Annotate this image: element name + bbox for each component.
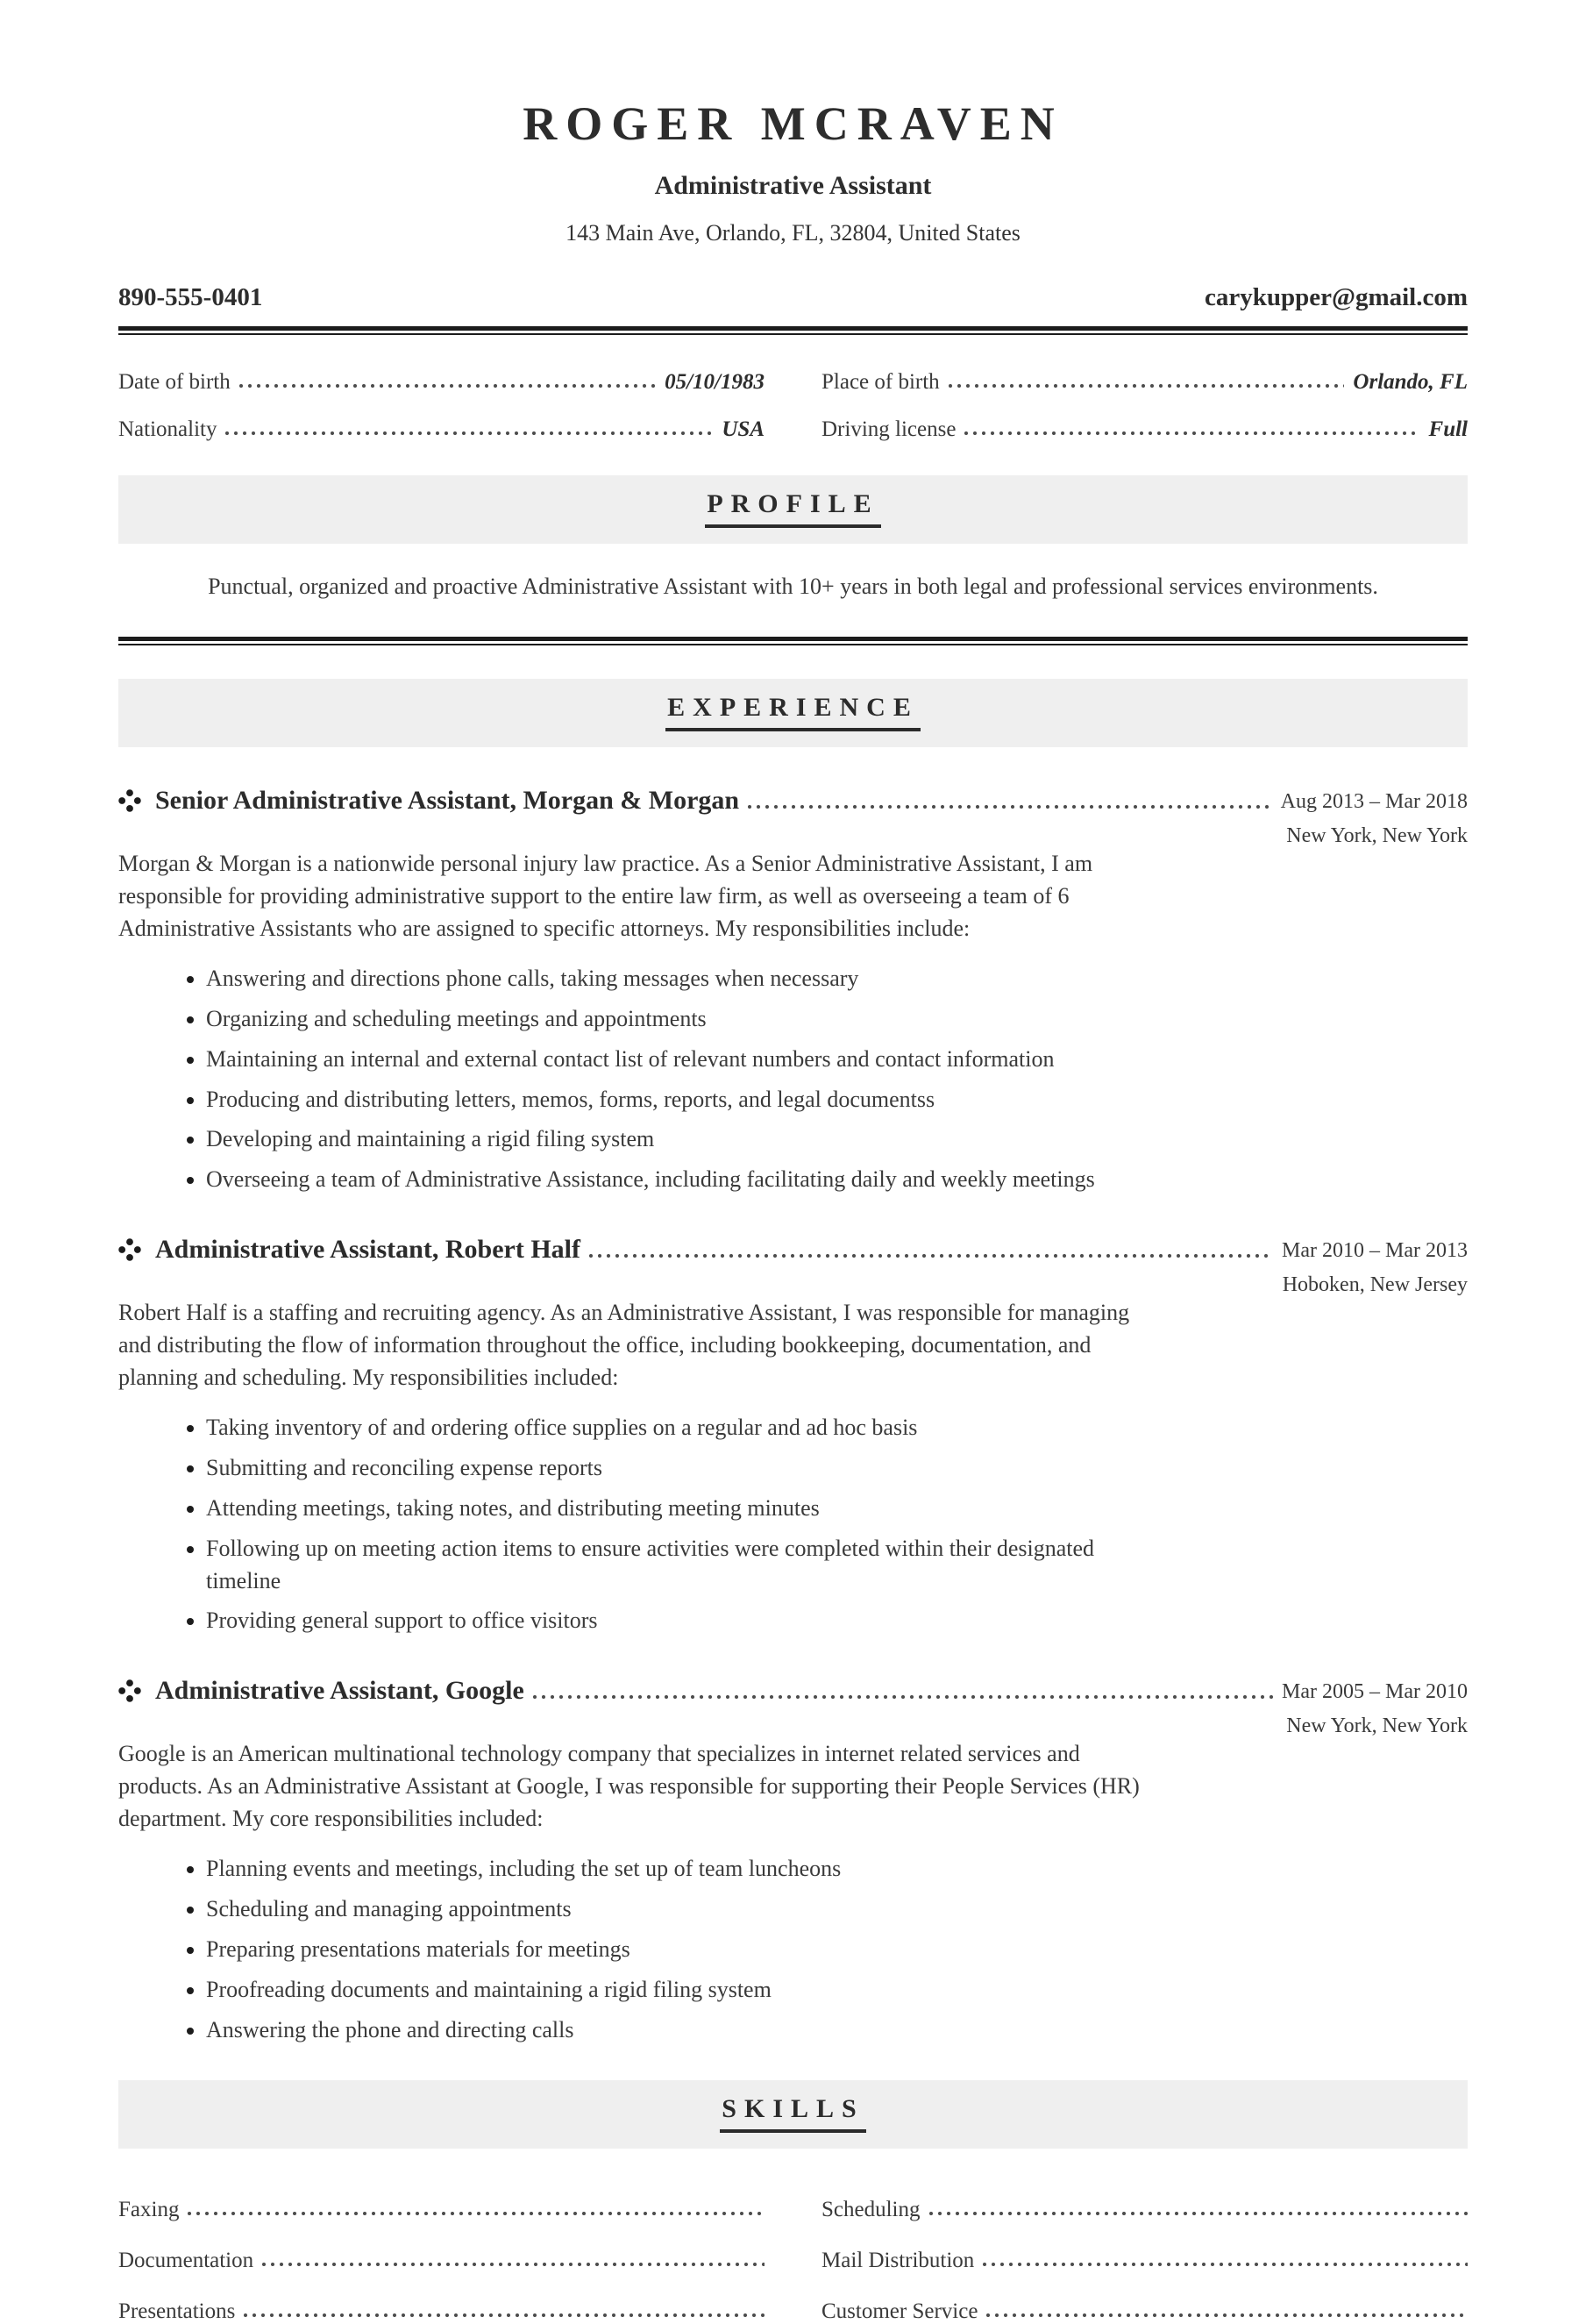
rule-thick-line: [118, 637, 1468, 641]
address: 143 Main Ave, Orlando, FL, 32804, United States: [565, 220, 1021, 246]
list-item: • Following up on meeting action items to ensure activities were completed within their designated timeline: [206, 1533, 1135, 1598]
skills-heading: SKILLS: [720, 2094, 865, 2133]
list-item: • Providing general support to office visitors: [206, 1605, 1135, 1637]
list-item: • Proofreading documents and maintaining a rigid filing system: [206, 1974, 1135, 2007]
rule-thin-line: [118, 333, 1468, 335]
skill-label: Faxing: [118, 2197, 180, 2221]
diamond-dots-icon: [118, 1238, 141, 1261]
job-title: Administrative Assistant, Robert Half: [155, 1235, 580, 1265]
job-description: Morgan & Morgan is a nationwide personal injury law practice. As a Senior Administrative Assistant, I am responsible for providing administrative support to the entire law firm, as well as overseeing a team of 6 Administrative Assistants who are assigned to specific attorneys. My responsibilities include:: [118, 851, 1093, 941]
dotted-leader: [239, 384, 656, 388]
dotted-leader: [244, 2313, 765, 2317]
personal-details: [118, 370, 1468, 442]
job-location: New York, New York: [1286, 1714, 1468, 1738]
detail-row: [118, 417, 765, 442]
contact-row: [118, 283, 1468, 312]
dotted-leader: [589, 1254, 1273, 1258]
job-bullet-list: [118, 1853, 1468, 2047]
job-dates: Mar 2005 – Mar 2010: [1282, 1680, 1468, 1704]
list-item: • Taking inventory of and ordering office supplies on a regular and ad hoc basis: [206, 1412, 1135, 1444]
dotted-leader: [225, 431, 713, 435]
dotted-leader: [983, 2263, 1468, 2266]
list-item: • Submitting and reconciling expense reports: [206, 1452, 1135, 1485]
skill-row: [821, 2198, 1468, 2222]
diamond-dots-icon: [118, 1679, 141, 1702]
skill-label: Presentations: [118, 2299, 236, 2323]
experience-section-bar: [118, 679, 1468, 747]
detail-label: Nationality: [118, 417, 217, 442]
email-address: carykupper@gmail.com: [1204, 283, 1468, 312]
detail-value: 05/10/1983: [665, 370, 765, 395]
job-title: Administrative Assistant, Google: [155, 1676, 524, 1706]
list-item: • Organizing and scheduling meetings and appointments: [206, 1003, 1135, 1036]
list-item: • Answering and directions phone calls, taking messages when necessary: [206, 963, 1135, 995]
list-item: • Preparing presentations materials for meetings: [206, 1934, 1135, 1966]
skills-section-bar: [118, 2080, 1468, 2149]
dotted-leader: [929, 2212, 1469, 2215]
detail-value: Full: [1428, 417, 1468, 442]
list-item: • Scheduling and managing appointments: [206, 1893, 1135, 1926]
detail-row: [821, 370, 1468, 395]
job-entry: [118, 1676, 1468, 2046]
detail-label: Place of birth: [821, 370, 940, 395]
detail-value: USA: [722, 417, 765, 442]
profile-text: Punctual, organized and proactive Administrative Assistant with 10+ years in both legal and professional services environments.: [208, 574, 1378, 600]
job-bullet-list: [118, 963, 1468, 1196]
list-item: • Attending meetings, taking notes, and distributing meeting minutes: [206, 1493, 1135, 1525]
divider-rule: [118, 637, 1468, 645]
list-item: • Overseeing a team of Administrative Assistance, including facilitating daily and weekly meetings: [206, 1164, 1135, 1196]
job-dates: Mar 2010 – Mar 2013: [1282, 1239, 1468, 1263]
skill-row: [118, 2299, 765, 2324]
experience-heading: EXPERIENCE: [665, 693, 921, 731]
job-bullet-list: [118, 1412, 1468, 1637]
dotted-leader: [949, 384, 1345, 388]
skill-row: [118, 2249, 765, 2273]
dotted-leader: [964, 431, 1419, 435]
page-title: ROGER MCRAVEN: [523, 97, 1063, 150]
skills-grid: [118, 2198, 1468, 2324]
diamond-dots-icon: [118, 789, 141, 812]
job-role-subtitle: Administrative Assistant: [654, 171, 932, 201]
job-description: Robert Half is a staffing and recruiting agency. As an Administrative Assistant, I was responsible for managing and distributing the flow of information throughout the office, including bookkeeping, documentation, and planning and scheduling. My responsibilities included:: [118, 1300, 1130, 1391]
detail-value: Orlando, FL: [1353, 370, 1468, 395]
dotted-leader: [748, 805, 1272, 809]
list-item: • Planning events and meetings, including the set up of team luncheons: [206, 1853, 1135, 1886]
skill-label: Mail Distribution: [821, 2248, 975, 2272]
job-heading-row: [118, 786, 1468, 816]
dotted-leader: [262, 2263, 765, 2266]
job-title: Senior Administrative Assistant, Morgan & Morgan: [155, 786, 740, 816]
list-item: • Producing and distributing letters, memos, forms, reports, and legal documentss: [206, 1084, 1135, 1116]
skill-label: Customer Service: [821, 2299, 978, 2323]
detail-label: Driving license: [821, 417, 957, 442]
skill-label: Documentation: [118, 2248, 254, 2272]
detail-row: [118, 370, 765, 395]
list-item: • Maintaining an internal and external contact list of relevant numbers and contact information: [206, 1044, 1135, 1076]
skill-row: [821, 2249, 1468, 2273]
list-item: • Developing and maintaining a rigid filing system: [206, 1123, 1135, 1156]
rule-thick-line: [118, 326, 1468, 331]
skill-row: [821, 2299, 1468, 2324]
job-description: Google is an American multinational technology company that specializes in internet related services and products. As an Administrative Assistant at Google, I was responsible for supporting their People Services (HR) department. My core responsibilities included:: [118, 1741, 1140, 1832]
dotted-leader: [188, 2212, 765, 2215]
job-location: New York, New York: [1286, 824, 1468, 848]
rule-thin-line: [118, 644, 1468, 645]
phone-number: 890-555-0401: [118, 283, 263, 312]
job-heading-row: [118, 1235, 1468, 1265]
skill-row: [118, 2198, 765, 2222]
job-location: Hoboken, New Jersey: [1282, 1273, 1468, 1297]
dotted-leader: [986, 2313, 1468, 2317]
skill-label: Scheduling: [821, 2197, 921, 2221]
detail-row: [821, 417, 1468, 442]
list-item: • Answering the phone and directing calls: [206, 2014, 1135, 2047]
job-entry: [118, 786, 1468, 1196]
job-dates: Aug 2013 – Mar 2018: [1280, 790, 1468, 814]
profile-section-bar: [118, 475, 1468, 544]
profile-heading: PROFILE: [705, 489, 880, 528]
job-entry: [118, 1235, 1468, 1637]
detail-label: Date of birth: [118, 370, 231, 395]
job-heading-row: [118, 1676, 1468, 1706]
dotted-leader: [533, 1695, 1273, 1699]
divider-rule: [118, 326, 1468, 335]
